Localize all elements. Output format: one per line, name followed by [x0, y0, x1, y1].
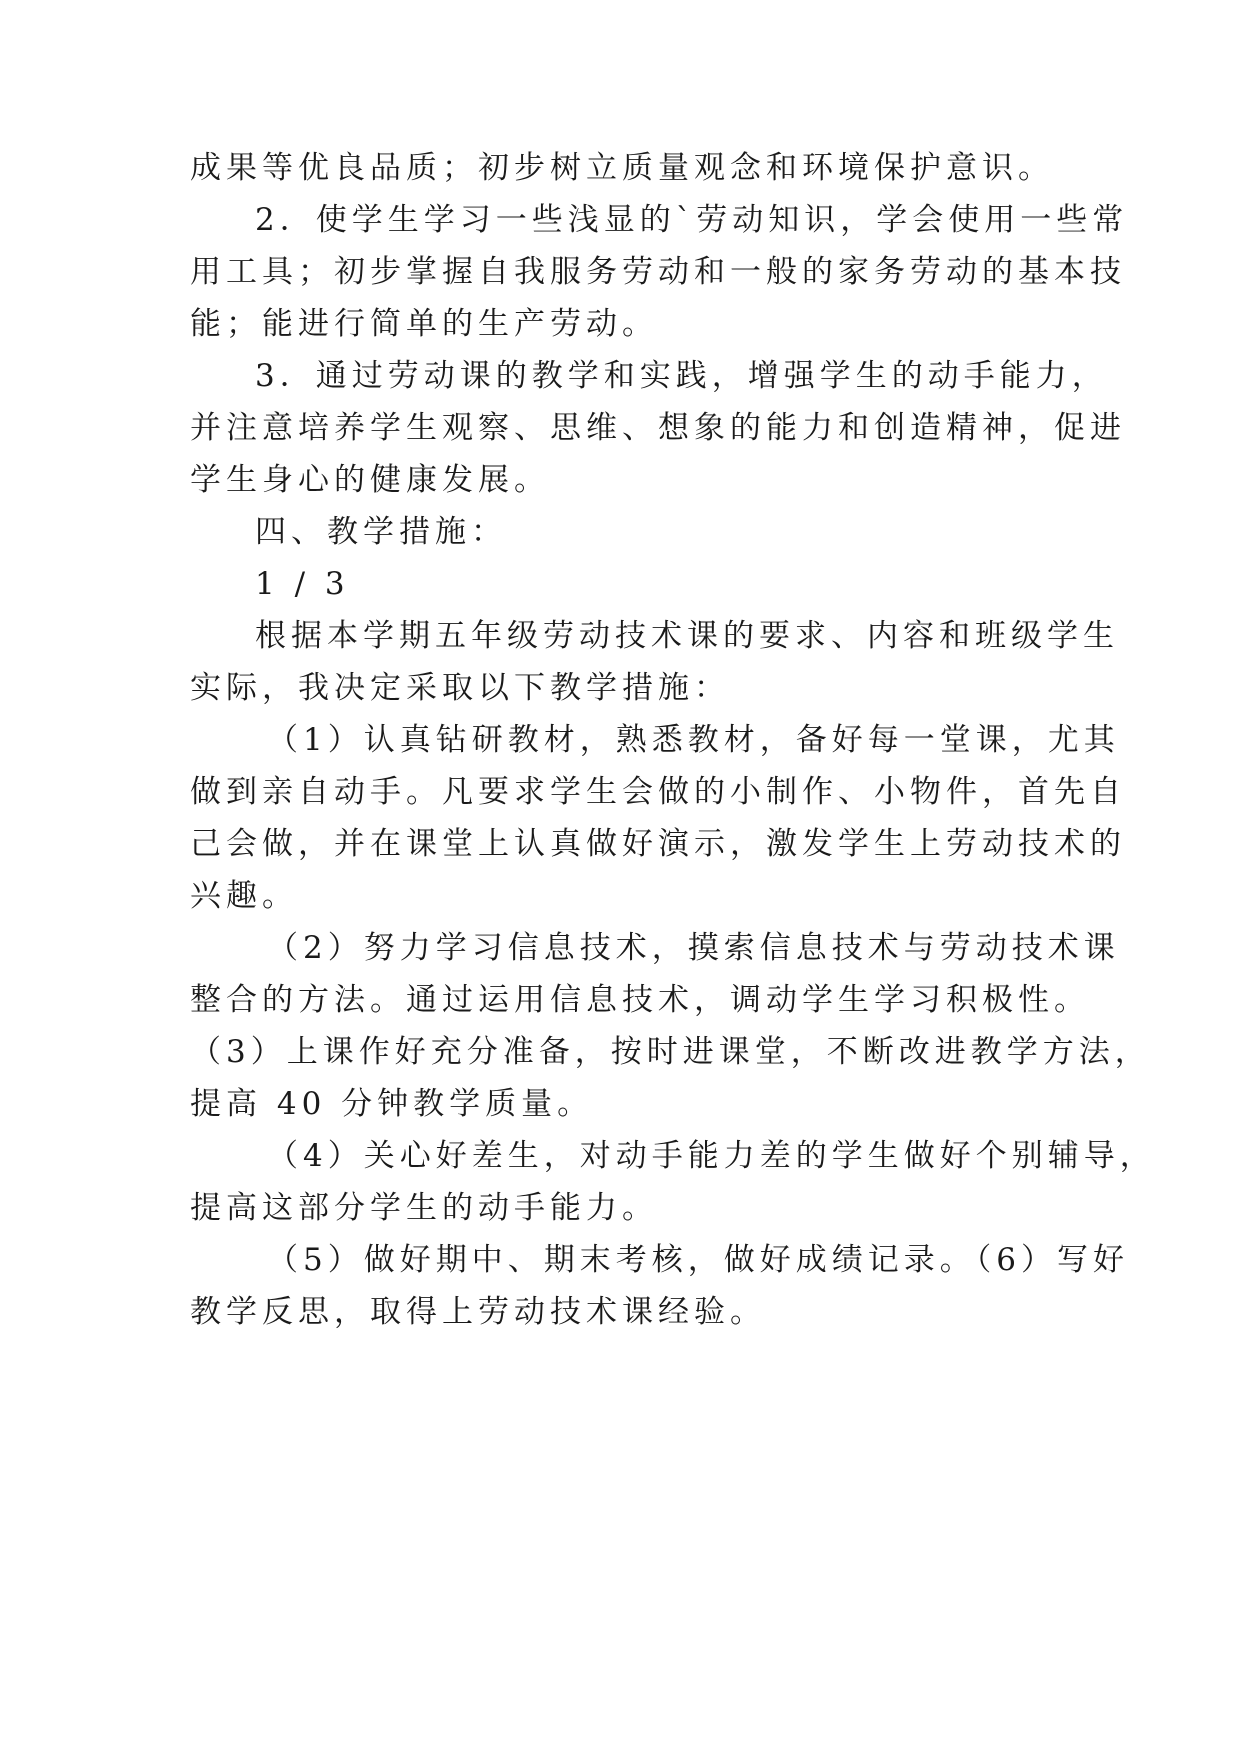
text-line-22: （5）做好期中、期末考核，做好成绩记录。（6）写好 — [267, 1242, 1129, 1278]
text-line-2: 2．使学生学习一些浅显的`劳动知识，学会使用一些常 — [255, 202, 1129, 238]
text-line-3: 用工具；初步掌握自我服务劳动和一般的家务劳动的基本技 — [190, 254, 1126, 290]
text-line-4: 能；能进行简单的生产劳动。 — [190, 306, 658, 342]
text-line-14: 己会做，并在课堂上认真做好演示，激发学生上劳动技术的 — [190, 826, 1126, 862]
section-heading: 四、教学措施： — [255, 514, 507, 550]
text-line-18: （3）上课作好充分准备，按时进课堂，不断改进教学方法， — [190, 1034, 1151, 1070]
text-line-5: 3．通过劳动课的教学和实践，增强学生的动手能力， — [255, 358, 1108, 394]
text-line-20: （4）关心好差生，对动手能力差的学生做好个别辅导， — [267, 1138, 1156, 1174]
text-line-17: 整合的方法。通过运用信息技术，调动学生学习积极性。 — [190, 982, 1090, 1018]
text-line-1: 成果等优良品质；初步树立质量观念和环境保护意识。 — [190, 150, 1054, 186]
text-line-7: 学生身心的健康发展。 — [190, 462, 550, 498]
text-line-12: （1）认真钻研教材，熟悉教材，备好每一堂课，尤其 — [267, 722, 1120, 758]
text-line-10: 根据本学期五年级劳动技术课的要求、内容和班级学生 — [255, 618, 1119, 654]
text-line-15: 兴趣。 — [190, 878, 298, 914]
text-line-21: 提高这部分学生的动手能力。 — [190, 1190, 658, 1226]
text-line-23: 教学反思，取得上劳动技术课经验。 — [190, 1294, 766, 1330]
text-line-11: 实际，我决定采取以下教学措施： — [190, 670, 730, 706]
text-line-16: （2）努力学习信息技术，摸索信息技术与劳动技术课 — [267, 930, 1120, 966]
text-line-6: 并注意培养学生观察、思维、想象的能力和创造精神，促进 — [190, 410, 1126, 446]
page-number: 1 / 3 — [255, 566, 350, 602]
text-line-13: 做到亲自动手。凡要求学生会做的小制作、小物件，首先自 — [190, 774, 1126, 810]
text-line-19: 提高 40 分钟教学质量。 — [190, 1086, 594, 1122]
